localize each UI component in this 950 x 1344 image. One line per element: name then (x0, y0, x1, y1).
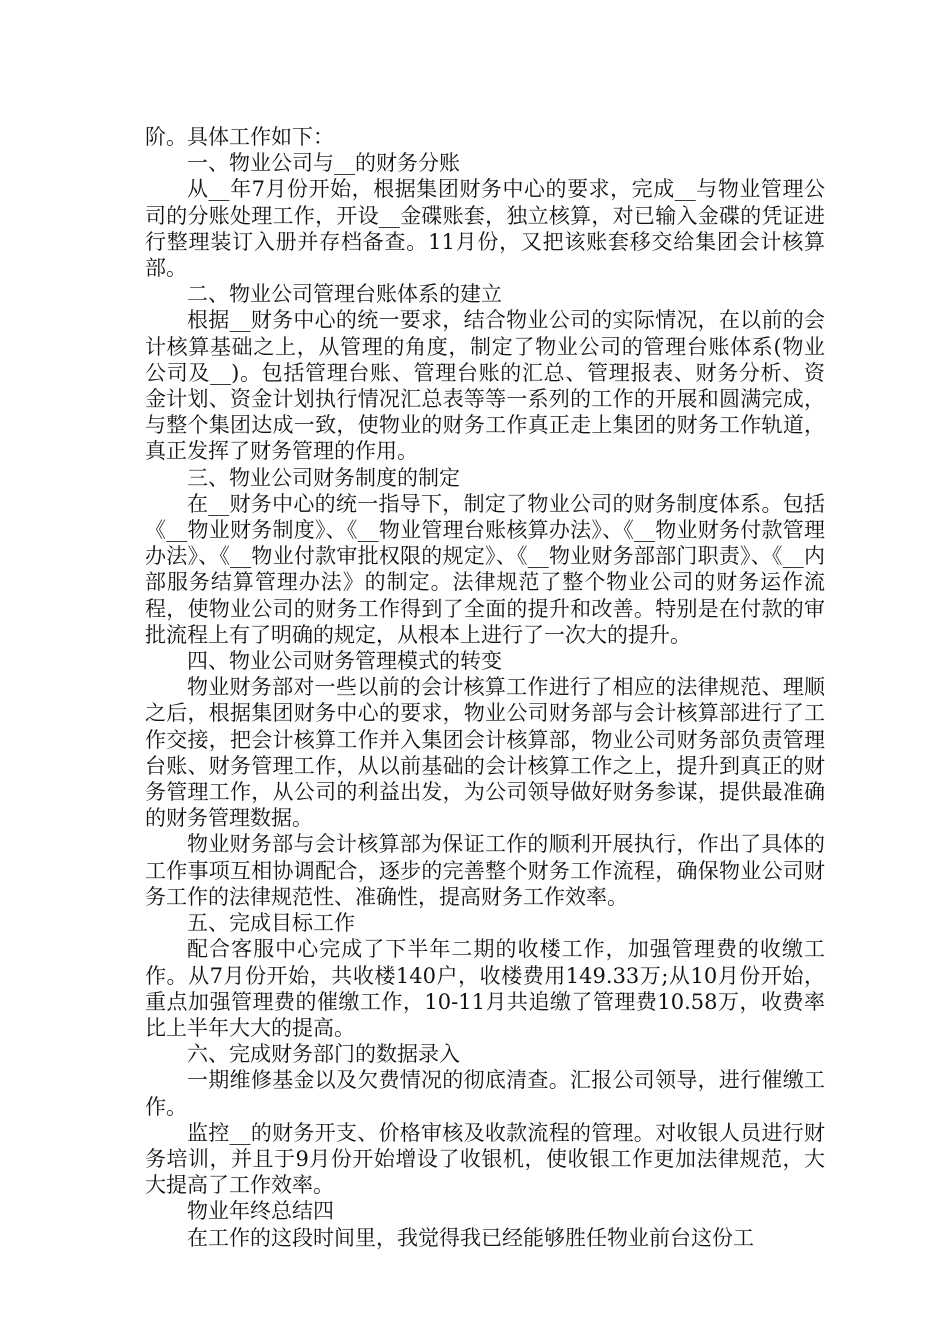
section-heading-6: 六、完成财务部门的数据录入 (187, 1042, 460, 1067)
paragraph: 物业财务部对一些以前的会计核算工作进行了相应的法律规范、理顺之后，根据集团财务中心的要求，物业公司财务部与会计核算部进行了工作交接，把会计核算工作并入集团会计核算部，物业公司财务部负责管理台账、财务管理工作，从以前基础的会计核算工作之上，提升到真正的财务管理工作，从公司的利益出发，为公司领导做好财务参谋，提供最准确的财务管理数据。 (145, 675, 825, 831)
section-heading-1: 一、物业公司与__的财务分账 (187, 151, 460, 176)
section-heading-4: 四、物业公司财务管理模式的转变 (187, 649, 502, 674)
paragraph: 配合客服中心完成了下半年二期的收楼工作，加强管理费的收缴工作。从7月份开始，共收楼140户，收楼费用149.33万;从10月份开始，重点加强管理费的催缴工作，10-11月共追缴了管理费10.58万，收费率比上半年大大的提高。 (145, 937, 825, 1040)
paragraph: 监控__的财务开支、价格审核及收款流程的管理。对收银人员进行财务培训，并且于9月份开始增设了收银机，使收银工作更加法律规范，大大提高了工作效率。 (145, 1120, 825, 1198)
paragraph: 从__年7月份开始，根据集团财务中心的要求，完成__与物业管理公司的分账处理工作，开设__金碟账套，独立核算，对已输入金碟的凭证进行整理装订入册并存档备查。11月份，又把该账套移交给集团会计核算部。 (145, 177, 825, 281)
section-heading-5: 五、完成目标工作 (187, 911, 355, 936)
section-heading-2: 二、物业公司管理台账体系的建立 (187, 282, 502, 307)
paragraph: 一期维修基金以及欠费情况的彻底清查。汇报公司领导，进行催缴工作。 (145, 1068, 825, 1119)
document-body (145, 124, 825, 1251)
paragraph: 在__财务中心的统一指导下，制定了物业公司的财务制度体系。包括《__物业财务制度》、《__物业管理台账核算办法》、《__物业财务付款管理办法》、《__物业付款审批权限的规定》、《__物业财务部部门职责》、《__内部服务结算管理办法》的制定。法律规范了整个物业公司的财务运作流程，使物业公司的财务工作得到了全面的提升和改善。特别是在付款的审批流程上有了明确的规定，从根本上进行了一次大的提升。 (145, 491, 825, 647)
paragraph: 根据__财务中心的统一要求，结合物业公司的实际情况，在以前的会计核算基础之上，从管理的角度，制定了物业公司的管理台账体系(物业公司及__)。包括管理台账、管理台账的汇总、管理报表、财务分析、资金计划、资金计划执行情况汇总表等等一系列的工作的开展和圆满完成，与整个集团达成一致，使物业的财务工作真正走上集团的财务工作轨道，真正发挥了财务管理的作用。 (145, 308, 825, 464)
section-heading-3: 三、物业公司财务制度的制定 (187, 465, 460, 490)
document-subtitle: 物业年终总结四 (187, 1199, 334, 1224)
paragraph: 在工作的这段时间里，我觉得我已经能够胜任物业前台这份工 (187, 1225, 754, 1250)
paragraph-intro: 阶。具体工作如下： (145, 125, 334, 149)
paragraph: 物业财务部与会计核算部为保证工作的顺利开展执行，作出了具体的工作事项互相协调配合，逐步的完善整个财务工作流程，确保物业公司财务工作的法律规范性、准确性，提高财务工作效率。 (145, 832, 825, 909)
